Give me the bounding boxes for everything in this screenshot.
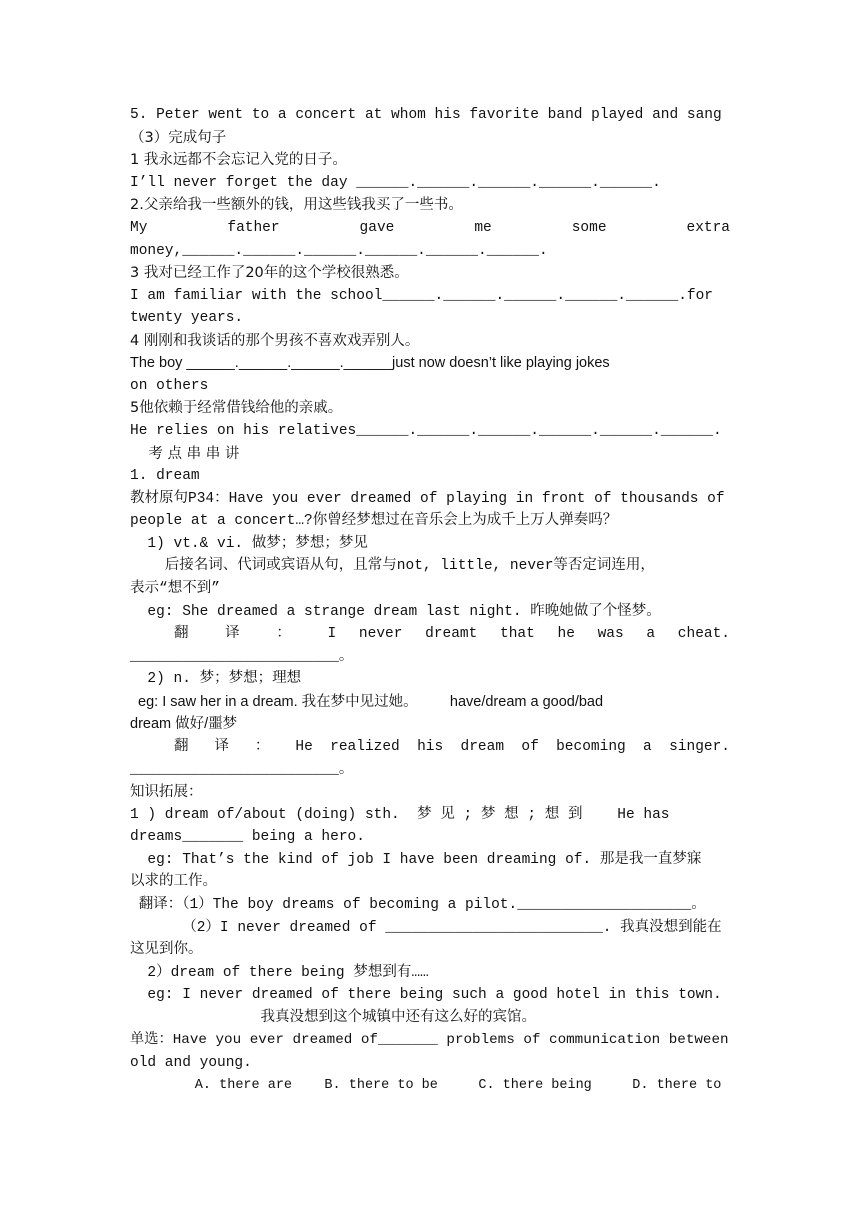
text-line: I am familiar with the school______.______.______.______.______.for bbox=[130, 288, 713, 304]
question-prompt: 5他依赖于经常借钱给他的亲戚。 bbox=[130, 400, 343, 416]
question-prompt: 3 我对已经工作了20年的这个学校很熟悉。 bbox=[130, 265, 409, 281]
text-line: people at a concert…?你曾经梦想过在音乐会上为成千上万人弹奏吗？ bbox=[130, 513, 618, 529]
text-line: eg: That’s the kind of job I have been dreaming of. 那是我一直梦寐 bbox=[130, 852, 702, 868]
text-line: eg: I never dreamed of there being such a good hotel in this town. bbox=[130, 987, 722, 1003]
text-line: ________________________。 bbox=[130, 762, 354, 778]
text-line: eg: I saw her in a dream. 我在梦中见过她。 have/dream a good/bad bbox=[130, 694, 604, 710]
text-line: 我真没想到这个城镇中还有这么好的宾馆。 bbox=[130, 1010, 537, 1026]
question-prompt: 4 刚刚和我谈话的那个男孩不喜欢戏弄别人。 bbox=[130, 333, 420, 349]
text-line: 5. Peter went to a concert at whom his favorite band played and sang bbox=[130, 107, 722, 123]
section-title: 考 点 串 串 讲 bbox=[130, 446, 240, 462]
text-line: （2）I never dreamed of _________________________. 我真没想到能在 bbox=[130, 920, 722, 936]
text-line: 翻 译 ： He realized his dream of becoming a singer. bbox=[174, 739, 730, 755]
text-line: The boy ______.______.______.______just now doesn’t like playing jokes bbox=[130, 355, 610, 371]
section-heading: 知识拓展： bbox=[130, 784, 203, 800]
text-line: 翻译：（1）The boy dreams of becoming a pilot.____________________。 bbox=[130, 897, 706, 913]
text-line: 后接名词、代词或宾语从句，且常与not, little, never等否定词连用， bbox=[130, 558, 655, 574]
text-line: old and young. bbox=[130, 1055, 252, 1071]
text-line: 1) vt.& vi. 做梦；梦想；梦见 bbox=[130, 536, 368, 552]
text-line: 表示“想不到” bbox=[130, 581, 220, 597]
text-line: on others bbox=[130, 378, 209, 394]
text-line: I’ll never forget the day ______.______.______.______.______. bbox=[130, 175, 661, 191]
text-line: My father gave me some extra bbox=[130, 220, 730, 236]
question-prompt: 1 我永远都不会忘记入党的日子。 bbox=[130, 152, 347, 168]
text-line: eg: She dreamed a strange dream last night. 昨晚她做了个怪梦。 bbox=[130, 604, 661, 620]
entry-heading: 1. dream bbox=[130, 468, 200, 484]
text-line: 以求的工作。 bbox=[130, 874, 217, 890]
text-line: 翻 译 ： I never dreamt that he was a cheat. bbox=[174, 626, 730, 642]
question-prompt: 2.父亲给我一些额外的钱，用这些钱我买了一些书。 bbox=[130, 197, 463, 213]
text-line: dream 做好/噩梦 bbox=[130, 716, 238, 732]
text-line: twenty years. bbox=[130, 310, 244, 326]
text-line: 这见到你。 bbox=[130, 942, 203, 958]
text-line: 教材原句P34：Have you ever dreamed of playing in front of thousands of bbox=[130, 491, 725, 507]
text-line: dreams_______ being a hero. bbox=[130, 829, 365, 845]
text-line: ________________________。 bbox=[130, 649, 354, 665]
text-line: He relies on his relatives______.______.______.______.______.______. bbox=[130, 423, 722, 439]
section-heading: （3）完成句子 bbox=[130, 130, 227, 146]
text-line: 2) n. 梦；梦想；理想 bbox=[130, 671, 302, 687]
text-line: 2）dream of there being 梦想到有…… bbox=[130, 965, 429, 981]
answer-options: A. there are B. there to be C. there being D. there to bbox=[130, 1078, 722, 1093]
text-line: 1 ) dream of/about (doing) sth. 梦 见 ; 梦 想 ; 想 到 He has bbox=[130, 807, 670, 823]
text-line: 单选：Have you ever dreamed of_______ problems of communication between bbox=[130, 1032, 729, 1048]
text-line: money,______.______.______.______.______.______. bbox=[130, 243, 548, 259]
